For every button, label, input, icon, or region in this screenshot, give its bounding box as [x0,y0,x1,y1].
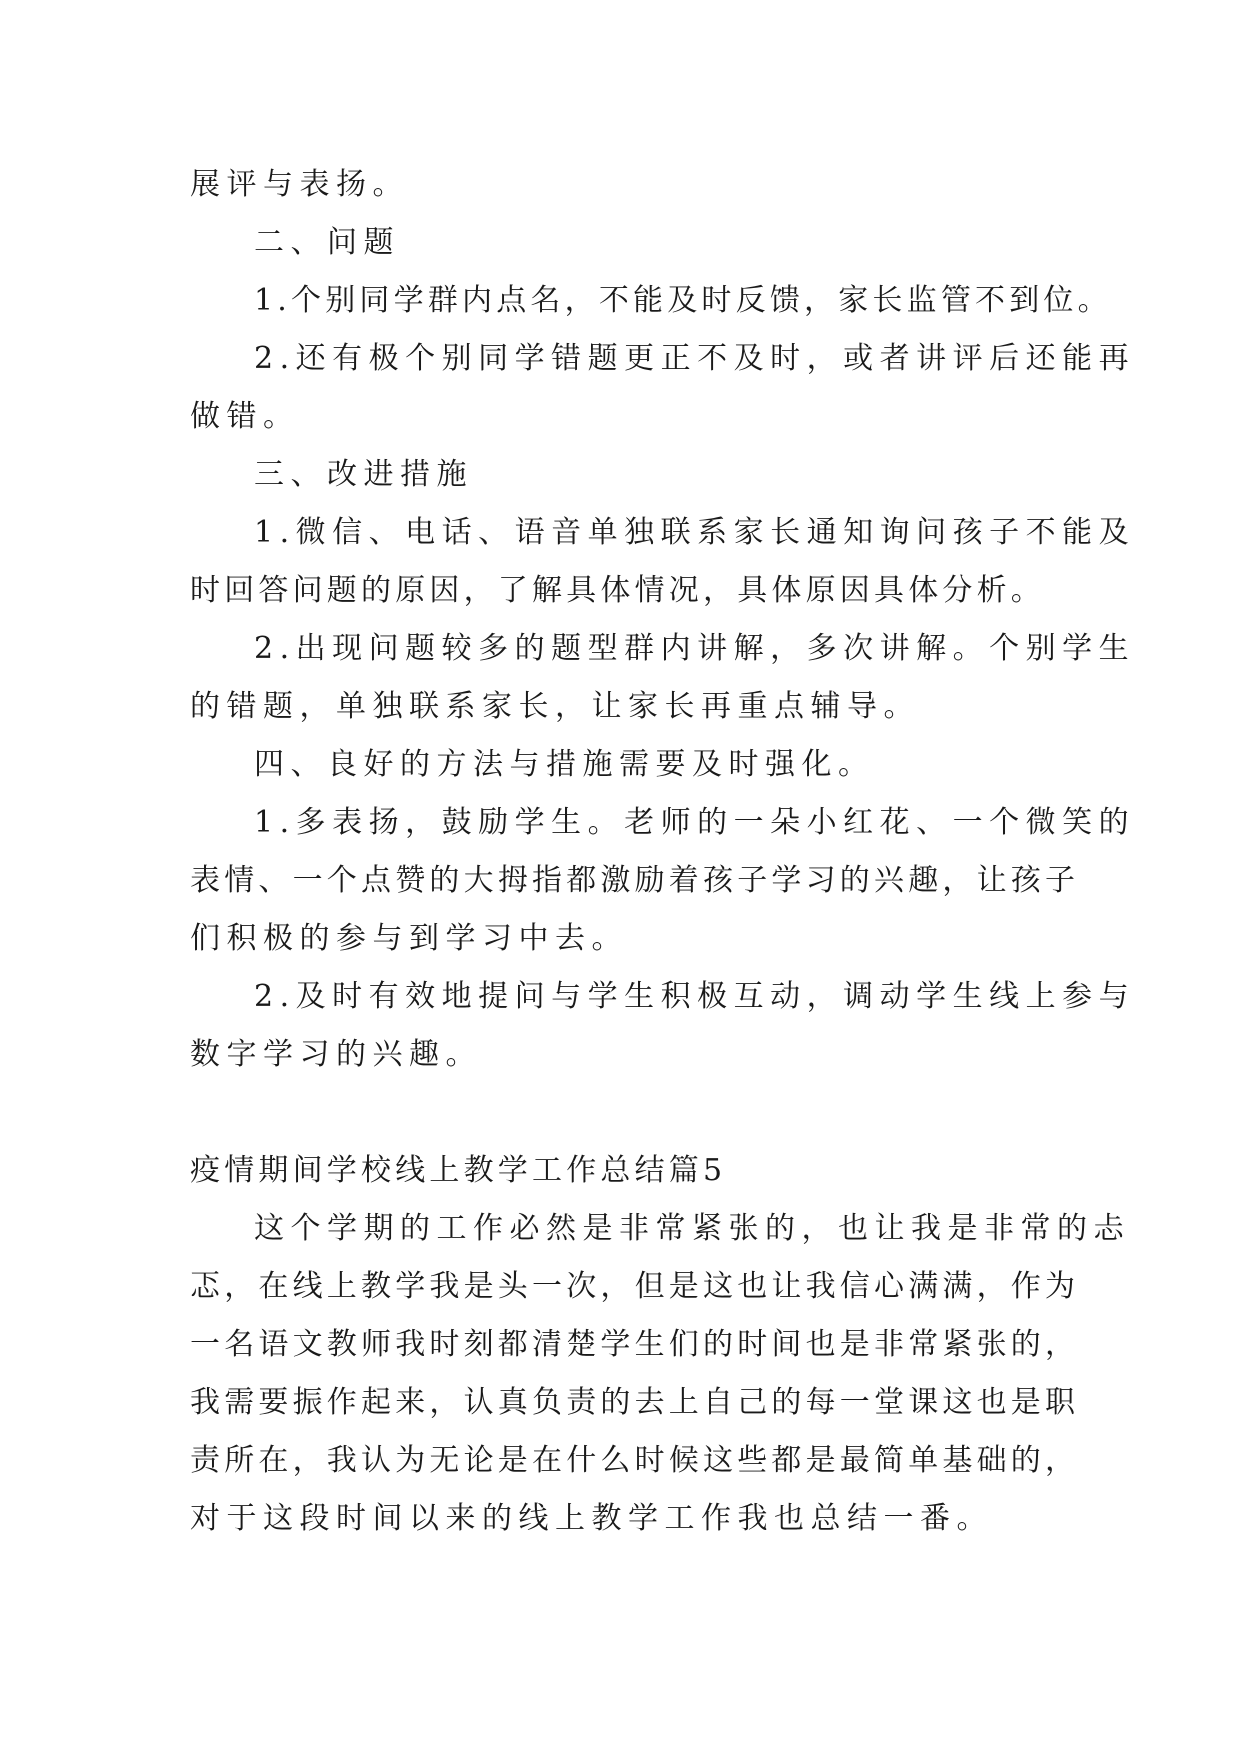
paragraph-line: 表情、一个点赞的大拇指都激励着孩子学习的兴趣，让孩子 [190,863,1080,898]
paragraph-line: 这个学期的工作必然是非常紧张的，也让我是非常的忐 [254,1211,1130,1246]
section-heading: 三、改进措施 [254,457,473,492]
paragraph-line: 一名语文教师我时刻都清楚学生们的时间也是非常紧张的， [190,1327,1080,1362]
section-heading: 四、良好的方法与措施需要及时强化。 [254,747,875,782]
paragraph-line: 们积极的参与到学习中去。 [190,921,628,956]
paragraph-line: 1.个别同学群内点名，不能及时反馈，家长监管不到位。 [254,283,1112,318]
paragraph-line: 做错。 [190,399,300,434]
paragraph-line: 忑，在线上教学我是头一次，但是这也让我信心满满，作为 [190,1269,1080,1304]
paragraph-line: 2.及时有效地提问与学生积极互动，调动学生线上参与 [254,979,1136,1014]
paragraph-line: 的错题，单独联系家长，让家长再重点辅导。 [190,689,920,724]
paragraph-line: 1.多表扬，鼓励学生。老师的一朵小红花、一个微笑的 [254,805,1136,840]
paragraph-line: 1.微信、电话、语音单独联系家长通知询问孩子不能及 [254,515,1136,550]
paragraph-line: 数字学习的兴趣。 [190,1037,482,1072]
paragraph-line: 对于这段时间以来的线上教学工作我也总结一番。 [190,1501,993,1536]
article-title: 疫情期间学校线上教学工作总结篇5 [190,1153,727,1188]
paragraph-line: 我需要振作起来，认真负责的去上自己的每一堂课这也是职 [190,1385,1080,1420]
paragraph-line: 时回答问题的原因，了解具体情况，具体原因具体分析。 [190,573,1045,608]
section-heading: 二、问题 [254,225,400,260]
paragraph-line: 2.出现问题较多的题型群内讲解，多次讲解。个别学生 [254,631,1136,666]
paragraph-line: 展评与表扬。 [190,167,409,202]
paragraph-line: 责所在，我认为无论是在什么时候这些都是最简单基础的， [190,1443,1080,1478]
paragraph-line: 2.还有极个别同学错题更正不及时，或者讲评后还能再 [254,341,1136,376]
